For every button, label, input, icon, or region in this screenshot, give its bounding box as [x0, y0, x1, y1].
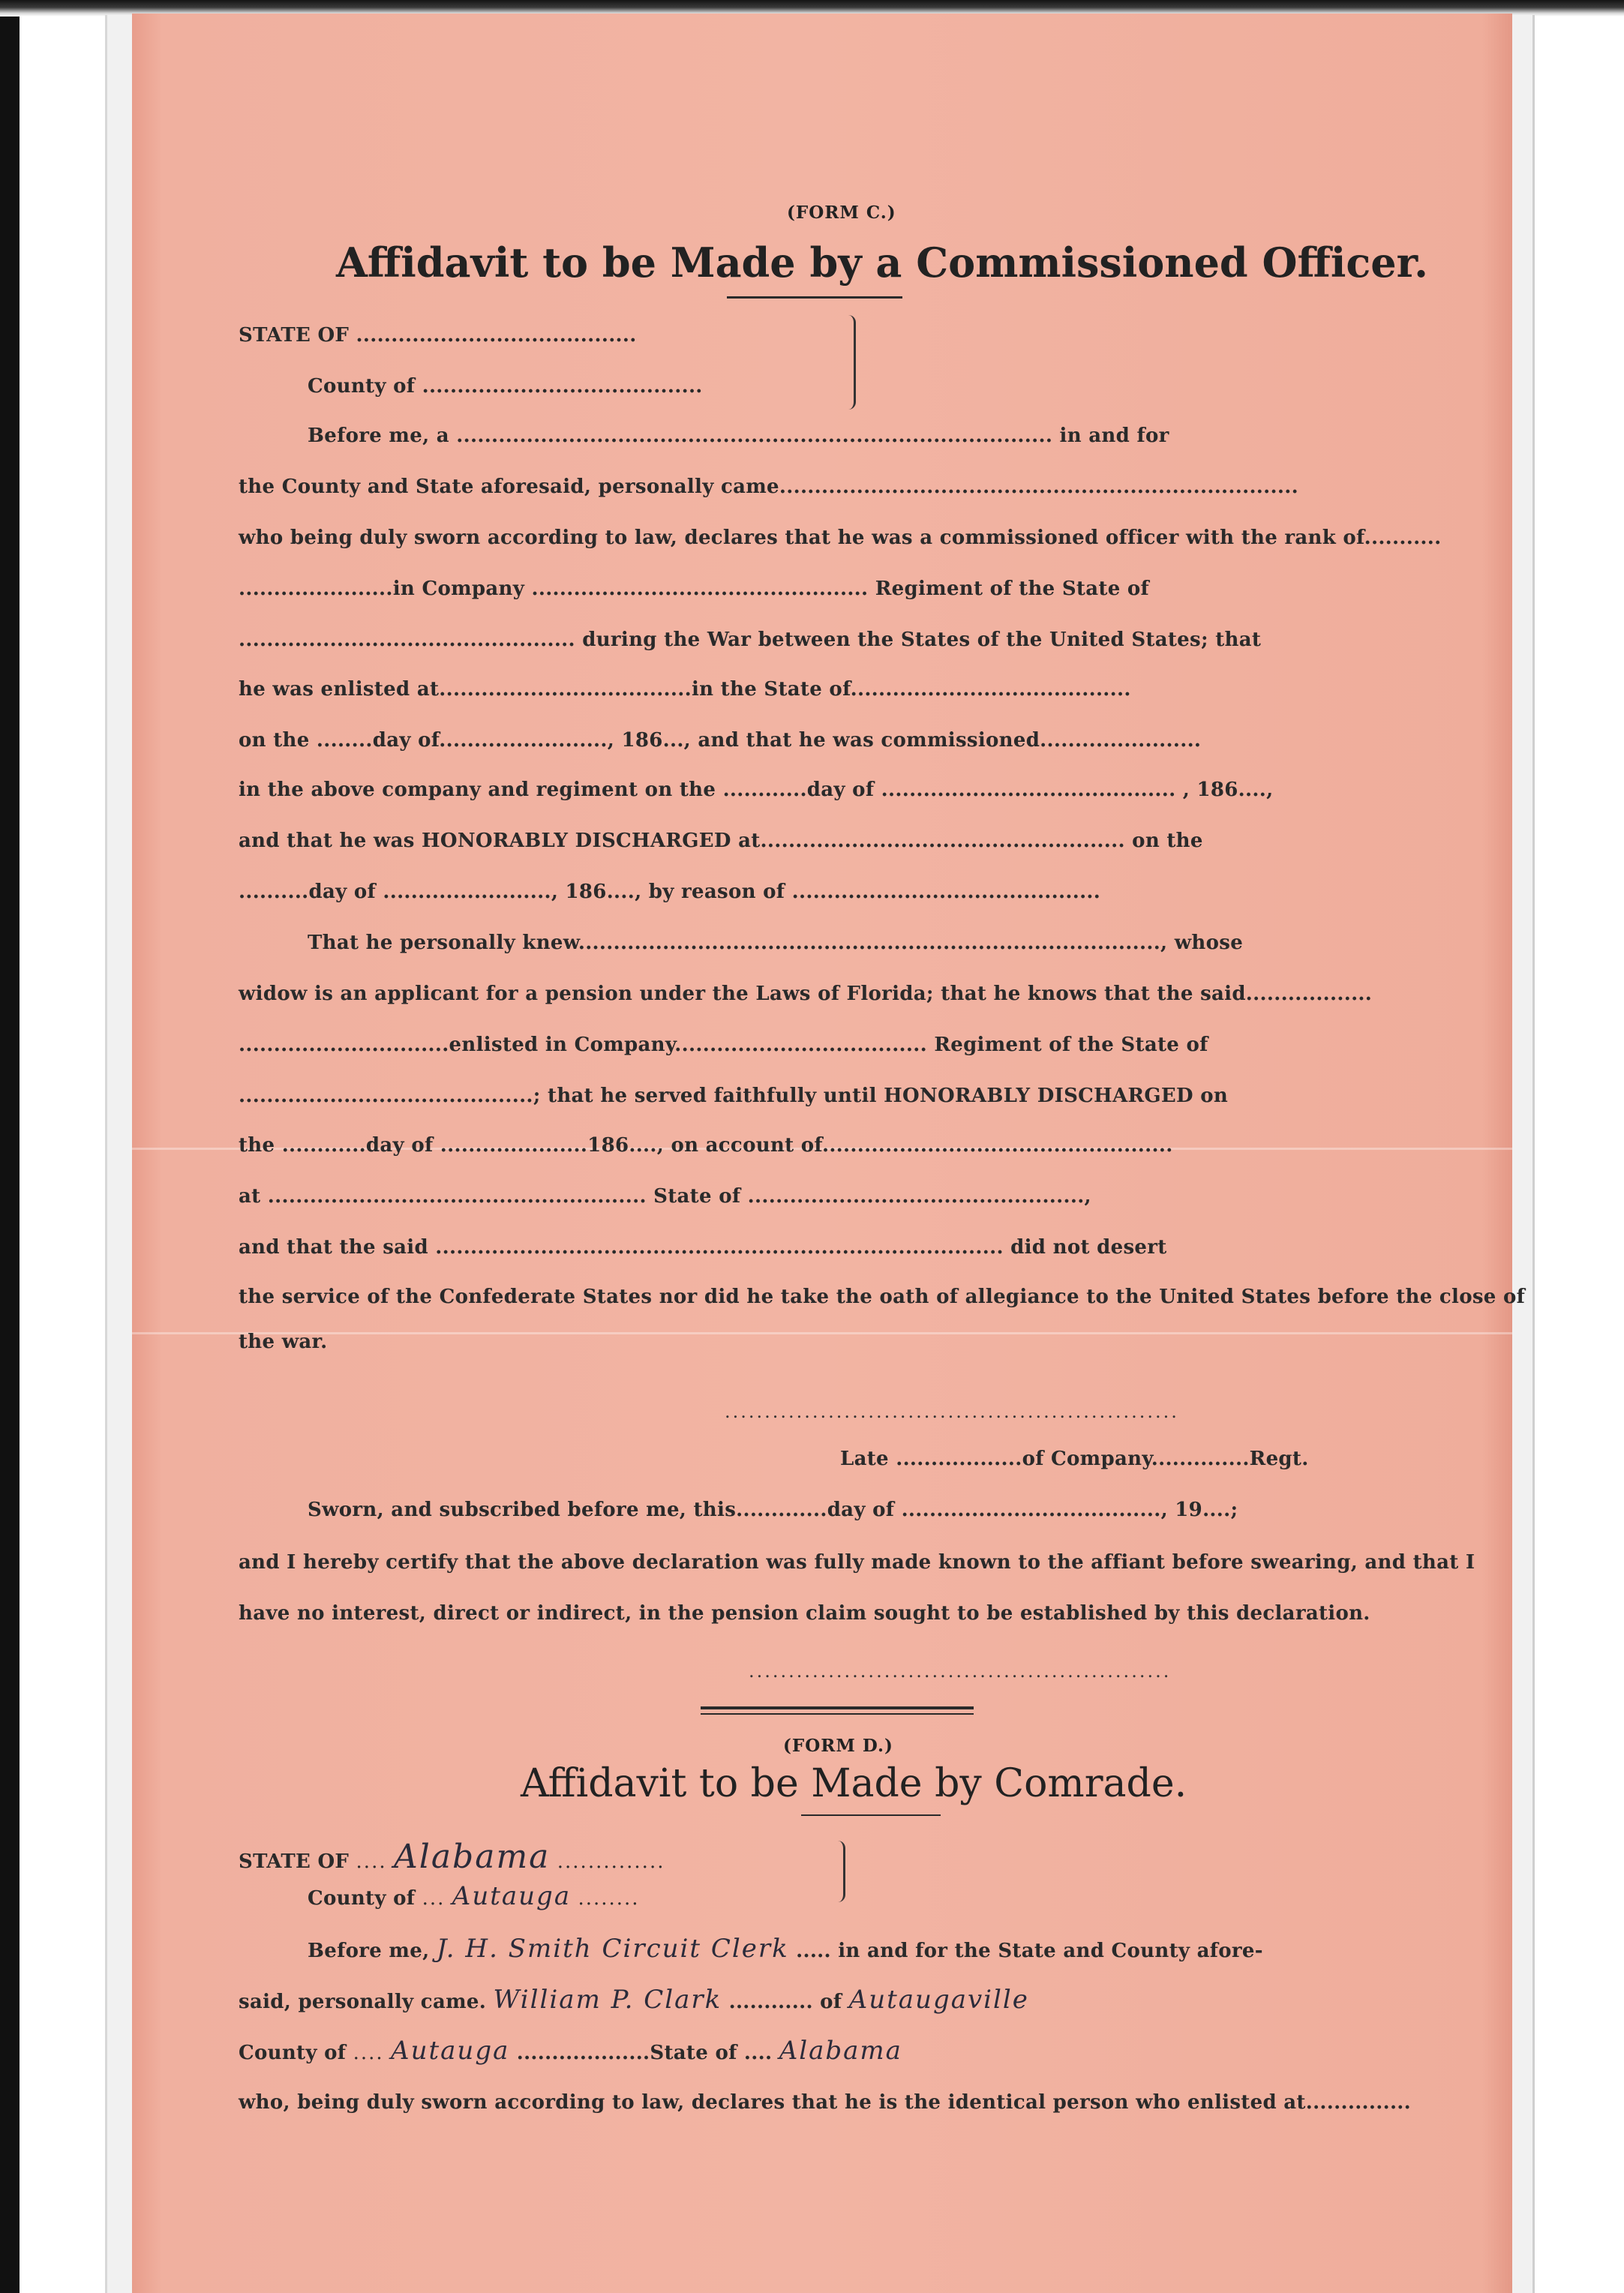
state-dots: ..............: [557, 1850, 665, 1873]
section-divider: [701, 1706, 974, 1709]
before-tail: ..... in and for the State and County afore-: [796, 1940, 1263, 1962]
handwritten-county2: Autauga: [391, 2036, 510, 2066]
officer-signature-line: .....................................................: [749, 1661, 1172, 1682]
form-c-line-15: the ............day of .....................186...., on account of..................................................: [239, 1134, 1173, 1157]
form-c-line-6: he was enlisted at....................................in the State of........................................: [239, 678, 1131, 701]
state-of-line: STATE OF ........................................: [239, 324, 637, 347]
section-divider-thin: [701, 1713, 974, 1715]
bracket: [843, 315, 856, 410]
form-c-line-9: and that he was HONORABLY DISCHARGED at.................................................... on the: [239, 830, 1203, 852]
form-c-line-12: widow is an applicant for a pension under the Laws of Florida; that he knows that the said..................: [239, 983, 1373, 1005]
comrade-county-line: County of ... Autauga ........: [308, 1881, 640, 1911]
handwritten-affiant: William P. Clark: [493, 1985, 722, 2015]
handwritten-clerk: J. H. Smith Circuit Clerk: [436, 1934, 789, 1964]
comrade-said-line: [239, 1985, 1029, 2015]
form-c-line-2: the County and State aforesaid, personally came..........................................................................: [239, 476, 1298, 498]
form-c-line-14: ..........................................; that he served faithfully until HONORABLY DISCHARGED on: [239, 1085, 1229, 1107]
title-underline: [727, 296, 902, 299]
county2-label: County of: [239, 2042, 347, 2064]
affiant-signature-line: .........................................................: [725, 1401, 1179, 1422]
form-c-line-17: and that the said ................................................................................. did not desert: [239, 1236, 1167, 1259]
certify-line-2: have no interest, direct or indirect, in the pension claim sought to be established by this declaration.: [239, 1602, 1370, 1625]
form-c-line-16: at ...................................................... State of ................................................,: [239, 1185, 1091, 1208]
fold-crease: [132, 1332, 1512, 1334]
form-c-line-5: ................................................ during the War between the States of the United States; that: [239, 629, 1262, 651]
said-mid: ............ of: [728, 1991, 842, 2013]
late-company-line: Late ..................of Company..............Regt.: [840, 1448, 1309, 1470]
title-underline: [801, 1814, 941, 1816]
bracket: [833, 1841, 845, 1902]
county-dots: ........: [578, 1887, 640, 1910]
form-c-line-18: the service of the Confederate States nor did he take the oath of allegiance to the United States before the close of: [239, 1286, 1526, 1308]
form-c-line-8: in the above company and regiment on the ............day of .......................................... , 186....,: [239, 779, 1274, 801]
form-c-line-4: ......................in Company ................................................ Regiment of the State of: [239, 578, 1150, 600]
handwritten-state2: Alabama: [779, 2036, 902, 2066]
form-c-line-19: the war.: [239, 1331, 328, 1353]
form-c-line-1: Before me, a ..................................................................................... in and for: [308, 425, 1169, 447]
form-c-line-7: on the ........day of........................, 186..., and that he was commissioned.......................: [239, 729, 1202, 752]
handwritten-county: Autauga: [452, 1881, 572, 1911]
form-d-tag: (FORM D.): [783, 1736, 893, 1756]
form-d-title: Affidavit to be Made by Comrade.: [521, 1761, 1187, 1806]
form-c-tag: (FORM C.): [787, 203, 896, 223]
certify-line-1: and I hereby certify that the above declaration was fully made known to the affiant before swearing, and that I: [239, 1551, 1475, 1574]
handwritten-residence: Autaugaville: [848, 1985, 1029, 2015]
form-c-line-13: ..............................enlisted in Company.................................... Regiment of the State of: [239, 1034, 1208, 1056]
form-c-line-10: ..........day of ........................, 186...., by reason of ............................................: [239, 881, 1101, 903]
comrade-county2-line: County of .... Autauga ...................State of .... Alabama: [239, 2036, 902, 2066]
scanner-edge: [0, 0, 20, 2293]
said-label: said, personally came.: [239, 1991, 487, 2013]
state2-label: ...................State of ....: [516, 2042, 773, 2064]
state-label: STATE OF: [239, 1850, 350, 1873]
form-c-title: Affidavit to be Made by a Commissioned Officer.: [336, 239, 1428, 287]
comrade-who-line: who, being duly sworn according to law, declares that he is the identical person who enlisted at...............: [239, 2091, 1412, 2114]
comrade-before-line: [308, 1934, 1263, 1964]
comrade-state-line: STATE OF .... Alabama ..............: [239, 1838, 665, 1876]
form-c-line-11: That he personally knew..................................................................................., whose: [308, 932, 1244, 954]
handwritten-state: Alabama: [393, 1838, 551, 1876]
county-of-line: County of ........................................: [308, 375, 703, 398]
before-label: Before me,: [308, 1940, 430, 1962]
county-label: County of: [308, 1887, 416, 1910]
sworn-line: Sworn, and subscribed before me, this.............day of ....................................., 19....;: [308, 1499, 1238, 1521]
affidavit-document: [132, 14, 1526, 2293]
form-c-line-3: who being duly sworn according to law, declares that he was a commissioned officer with the rank of...........: [239, 527, 1442, 549]
